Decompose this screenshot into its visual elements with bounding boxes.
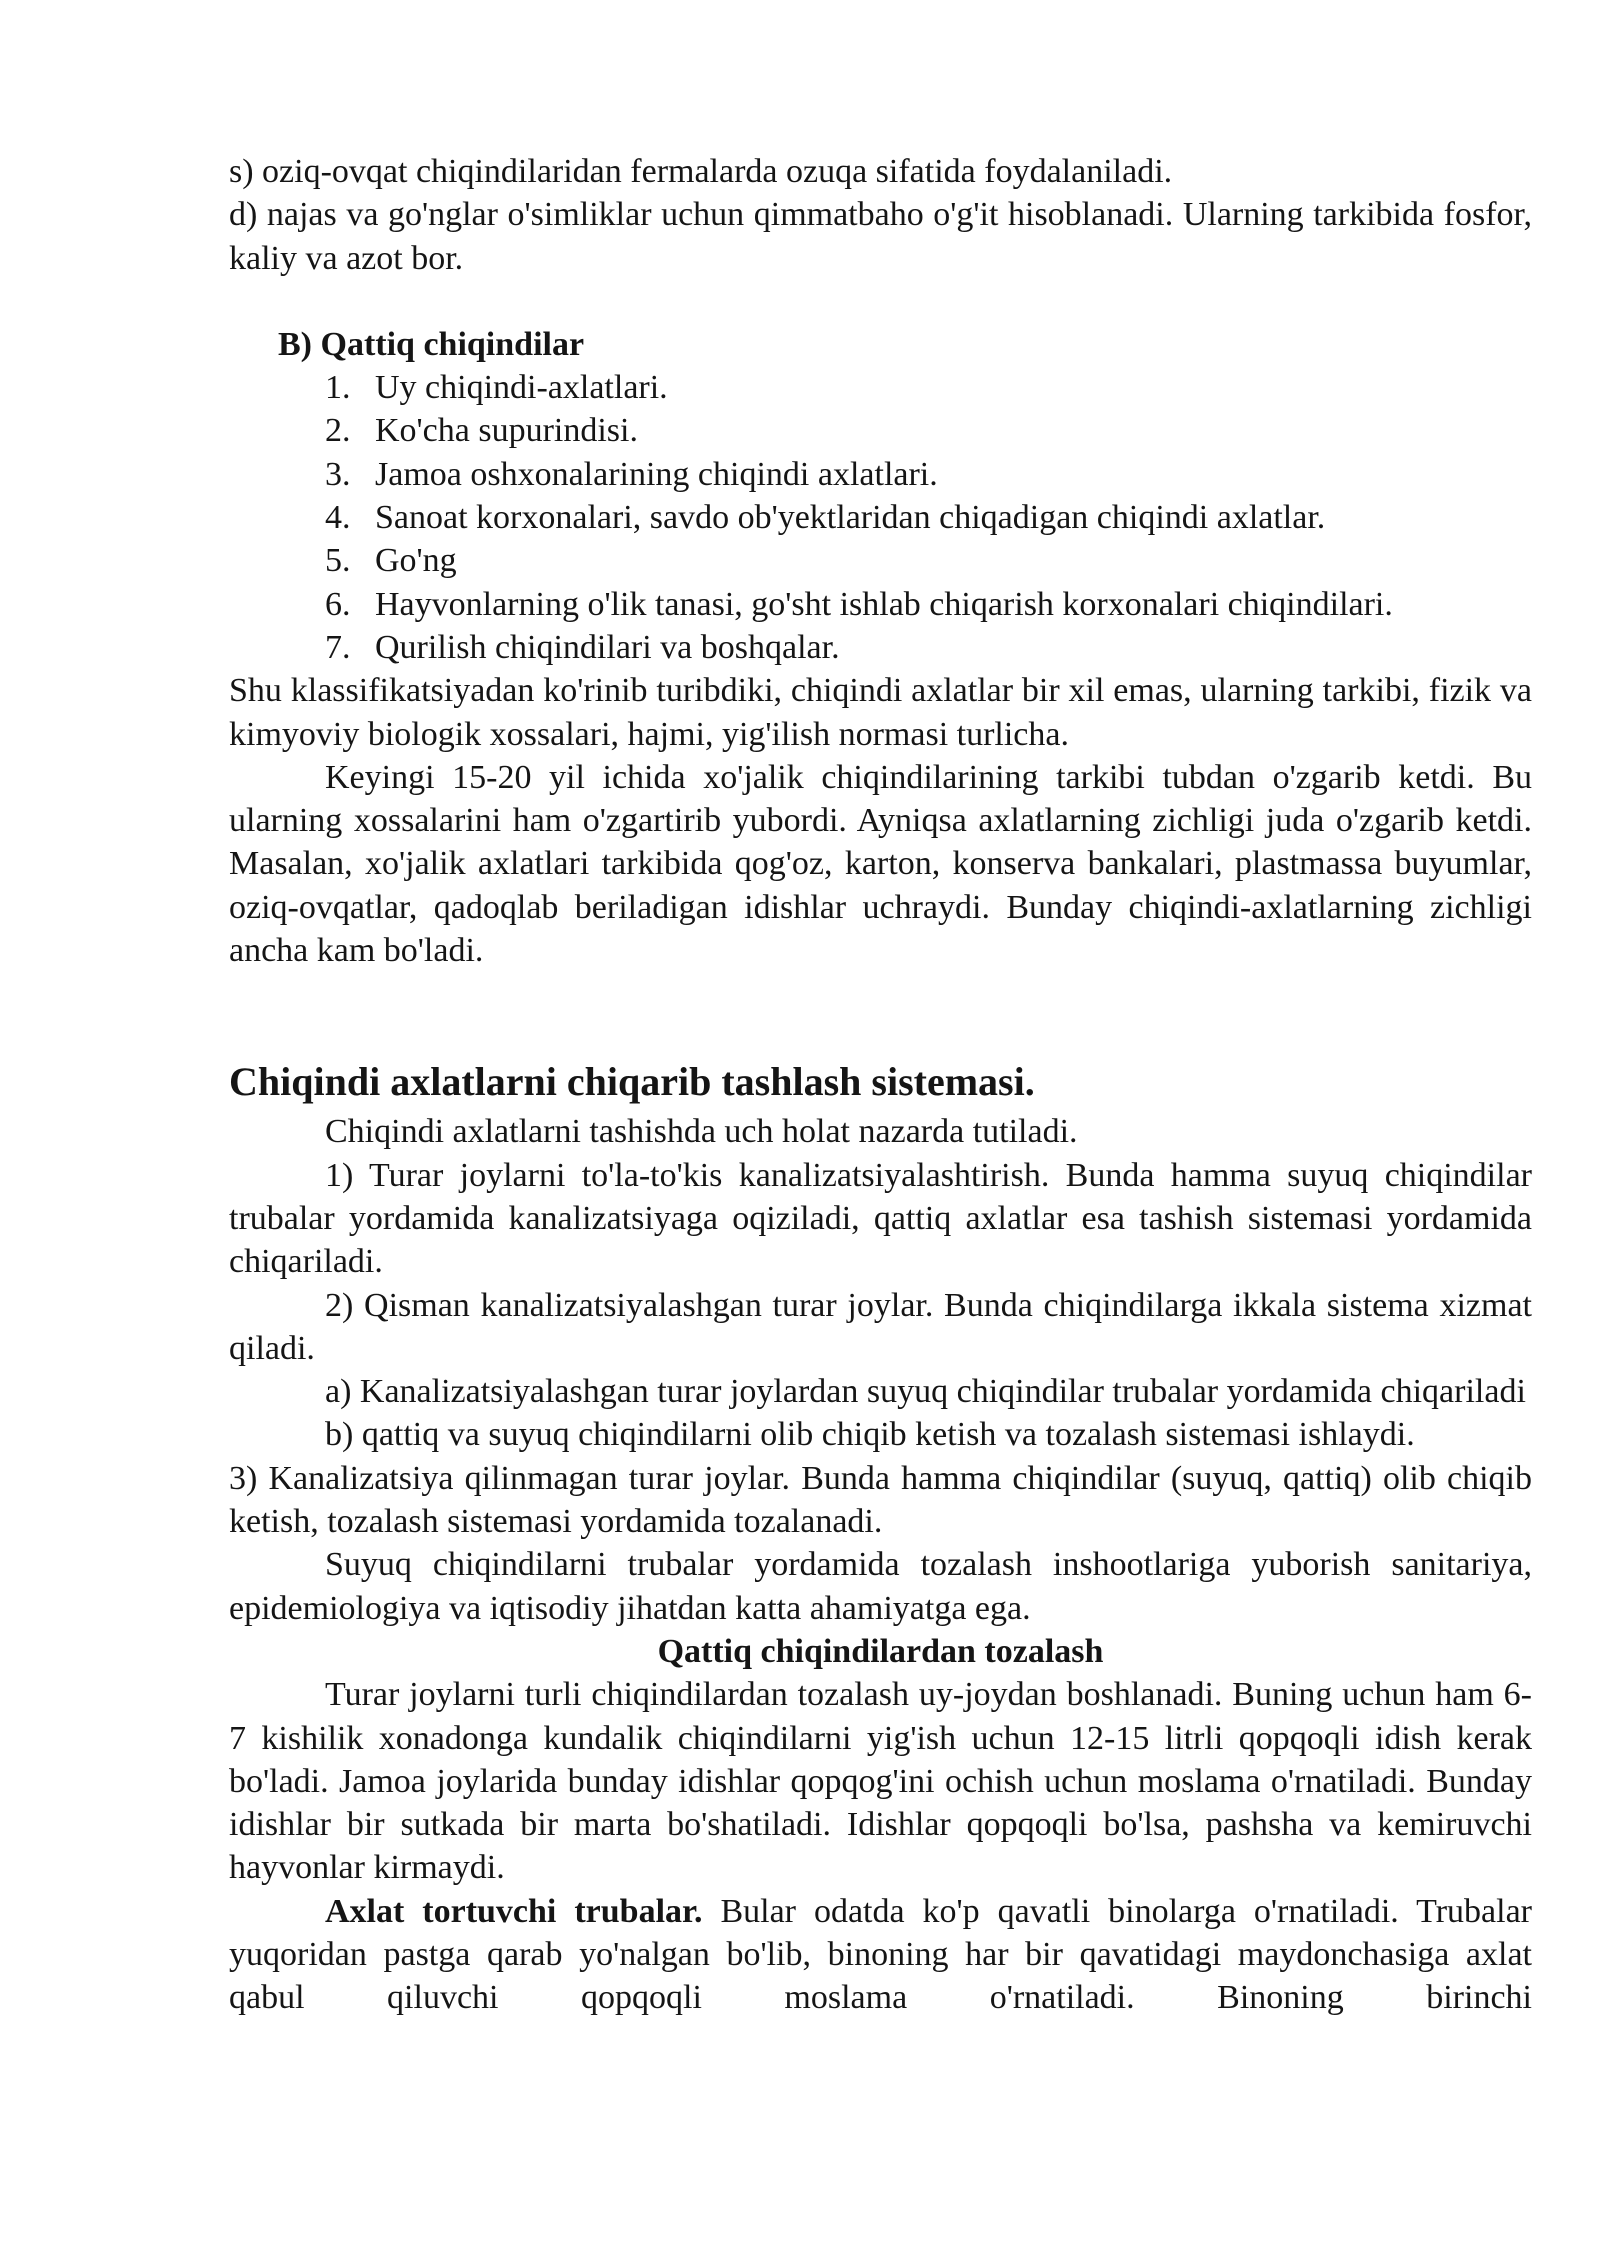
list-item — [229, 496, 1532, 539]
garbage-chute-term: Axlat tortuvchi trubalar. — [325, 1892, 703, 1930]
solid-waste-list — [229, 366, 1532, 669]
list-item — [229, 626, 1532, 669]
list-item — [229, 366, 1532, 409]
composition-change-paragraph: Keyingi 15-20 yil ichida xo'jalik chiqindilarining tarkibi tubdan o'zgarib ketdi. Bu ularning xossalarini ham o'zgartirib yubordi. Ayniqsa axlatlarning zichligi juda o'zgarib ketdi. Masalan, xo'jalik axlatlari tarkibida qog'oz, karton, konserva bankalari, plastmassa buyumlar, oziq-ovqatlar, qadoqlab beriladigan idishlar uchraydi. Bunday chiqindi-axlatlarning zichligi ancha kam bo'ladi. — [229, 758, 1532, 970]
list-item-number: 5. — [325, 542, 351, 580]
list-item-number: 6. — [325, 585, 351, 623]
list-item-text: Uy chiqindi-axlatlari. — [375, 369, 668, 407]
disposal-paragraph-1: Chiqindi axlatlarni tashishda uch holat nazarda tutiladi. — [325, 1113, 1078, 1151]
list-item-text: Go'ng — [375, 542, 457, 580]
list-item — [229, 583, 1532, 626]
list-item-text: Jamoa oshxonalarining chiqindi axlatlari. — [375, 455, 938, 493]
page-content — [229, 150, 1532, 2020]
classification-summary: Shu klassifikatsiyadan ko'rinib turibdiki, chiqindi axlatlar bir xil emas, ularning tarkibi, fizik va kimyoviy biologik xossalari, hajmi, yig'ilish normasi turlicha. — [229, 672, 1532, 753]
cleaning-paragraph-2 — [229, 1890, 1532, 2020]
solid-waste-heading: B) Qattiq chiqindilar — [278, 325, 585, 363]
list-item-number: 7. — [325, 628, 351, 666]
list-item — [229, 409, 1532, 452]
intro-line-d: d) najas va go'nglar o'simliklar uchun qimmatbaho o'g'it hisoblanadi. Ularning tarkibida fosfor, kaliy va azot bor. — [229, 196, 1532, 277]
list-item-text: Ko'cha supurindisi. — [375, 412, 638, 450]
list-item-text: Qurilish chiqindilari va boshqalar. — [375, 628, 840, 666]
disposal-paragraph-2: 1) Turar joylarni to'la-to'kis kanalizatsiyalashtirish. Bunda hamma suyuq chiqindilar trubalar yordamida kanalizatsiyaga oqiziladi, qattiq axlatlar esa tashish sistemasi yordamida chiqariladi. — [229, 1156, 1532, 1281]
disposal-paragraph-6: 3) Kanalizatsiya qilinmagan turar joylar. Bunda hamma chiqindilar (suyuq, qattiq) olib chiqib ketish, tozalash sistemasi yordamida tozalanadi. — [229, 1459, 1532, 1541]
disposal-paragraph-4: a) Kanalizatsiyalashgan turar joylardan suyuq chiqindilar trubalar yordamida chiqariladi — [325, 1373, 1526, 1411]
spacer — [229, 972, 1532, 1058]
list-item-number: 4. — [325, 499, 351, 537]
list-item-number: 2. — [325, 412, 351, 450]
list-item-number: 1. — [325, 369, 351, 407]
list-item — [229, 539, 1532, 582]
cleaning-paragraph-1: Turar joylarni turli chiqindilardan tozalash uy-joydan boshlanadi. Buning uchun ham 6-7 kishilik xonadonga kundalik chiqindilarni yig'ish uchun 12-15 litrli qopqoqli idish kerak bo'ladi. Jamoa joylarida bunday idishlar qopqog'ini ochish uchun moslama o'rnatiladi. Bunday idishlar bir sutkada bir marta bo'shatiladi. Idishlar qopqoqli bo'lsa, pashsha va kemiruvchi hayvonlar kirmaydi. — [229, 1676, 1532, 1887]
garbage-chute-text: Bular odatda ko'p qavatli binolarga o'rnatiladi. Trubalar yuqoridan pastga qarab yo'nalgan bo'lib, binoning har bir qavatidagi maydonchasiga axlat qabul qiluvchi qopqoqli moslama o'rnatiladi. Binoning birinchi — [229, 1892, 1532, 2017]
disposal-paragraph-5: b) qattiq va suyuq chiqindilarni olib chiqib ketish va tozalash sistemasi ishlaydi. — [325, 1416, 1415, 1454]
list-item — [229, 453, 1532, 496]
section-title-disposal: Chiqindi axlatlarni chiqarib tashlash sistemasi. — [229, 1059, 1035, 1105]
section-title-cleaning: Qattiq chiqindilardan tozalash — [657, 1632, 1104, 1670]
spacer — [229, 280, 1532, 323]
disposal-paragraph-3: 2) Qisman kanalizatsiyalashgan turar joylar. Bunda chiqindilarga ikkala sistema xizmat qiladi. — [229, 1286, 1532, 1367]
list-item-text: Hayvonlarning o'lik tanasi, go'sht ishlab chiqarish korxonalari chiqindilari. — [375, 585, 1393, 623]
disposal-paragraph-7: Suyuq chiqindilarni trubalar yordamida tozalash inshootlariga yuborish sanitariya, epidemiologiya va iqtisodiy jihatdan katta ahamiyatga ega. — [229, 1546, 1532, 1627]
list-item-text: Sanoat korxonalari, savdo ob'yektlaridan chiqadigan chiqindi axlatlar. — [375, 499, 1326, 537]
list-item-number: 3. — [325, 455, 351, 493]
intro-line-c: s) oziq-ovqat chiqindilaridan fermalarda ozuqa sifatida foydalaniladi. — [229, 153, 1173, 190]
